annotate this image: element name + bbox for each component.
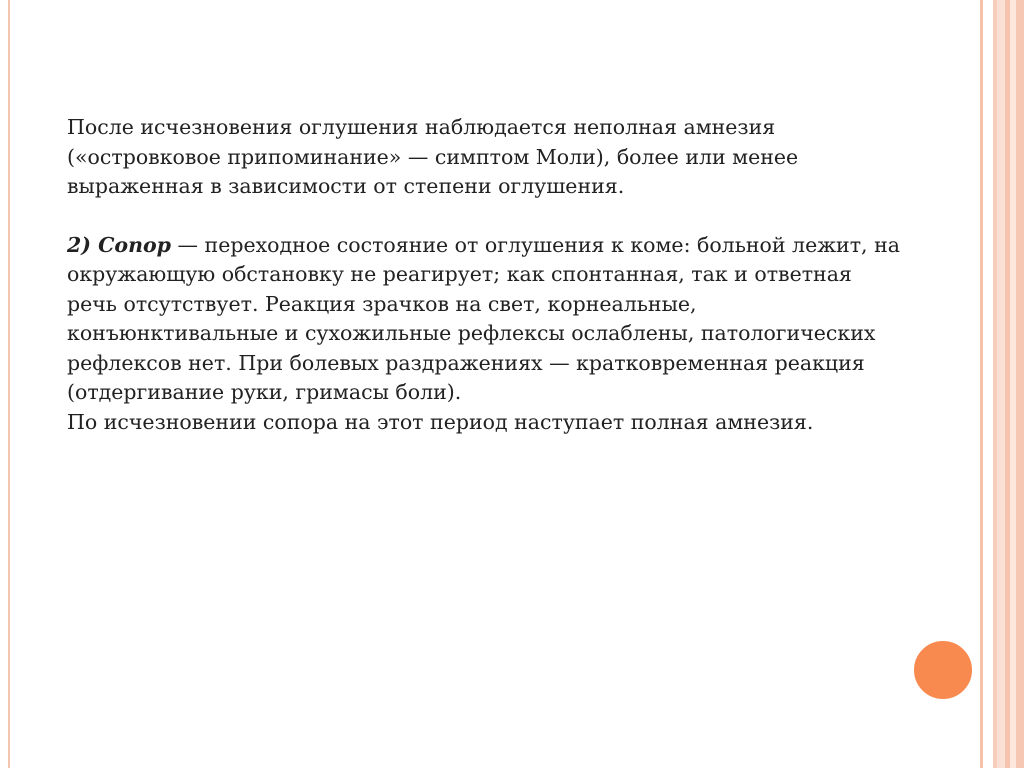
stripe: [997, 0, 1005, 768]
paragraph-spacer: [67, 202, 907, 231]
left-border-line: [8, 0, 10, 768]
stripe: [983, 0, 993, 768]
term-sopor: 2) Сопор: [67, 232, 172, 257]
paragraph-sopor: [67, 231, 907, 408]
slide-body: [67, 113, 907, 437]
accent-circle-icon: [912, 639, 974, 701]
stripe: [1016, 0, 1024, 768]
sopor-description: — переходное состояние от оглушения к коме: больной лежит, на окружающую обстановку не реагирует; как спонтанная, так и ответная речь отсутствует. Реакция зрачков на свет, корнеальные, конъюнктивальные и сухожильные рефлексы ослаблены, патологических рефлексов нет. При болевых раздражениях — кратковременная реакция (отдергивание руки, гримасы боли).: [67, 232, 900, 404]
right-decorative-stripes: [980, 0, 1024, 768]
paragraph-after-sopor: По исчезновении сопора на этот период наступает полная амнезия.: [67, 409, 814, 434]
paragraph-amnesia: После исчезновения оглушения наблюдается неполная амнезия («островковое припоминание» — симптом Моли), более или менее выраженная в зависимости от степени оглушения.: [67, 115, 799, 198]
